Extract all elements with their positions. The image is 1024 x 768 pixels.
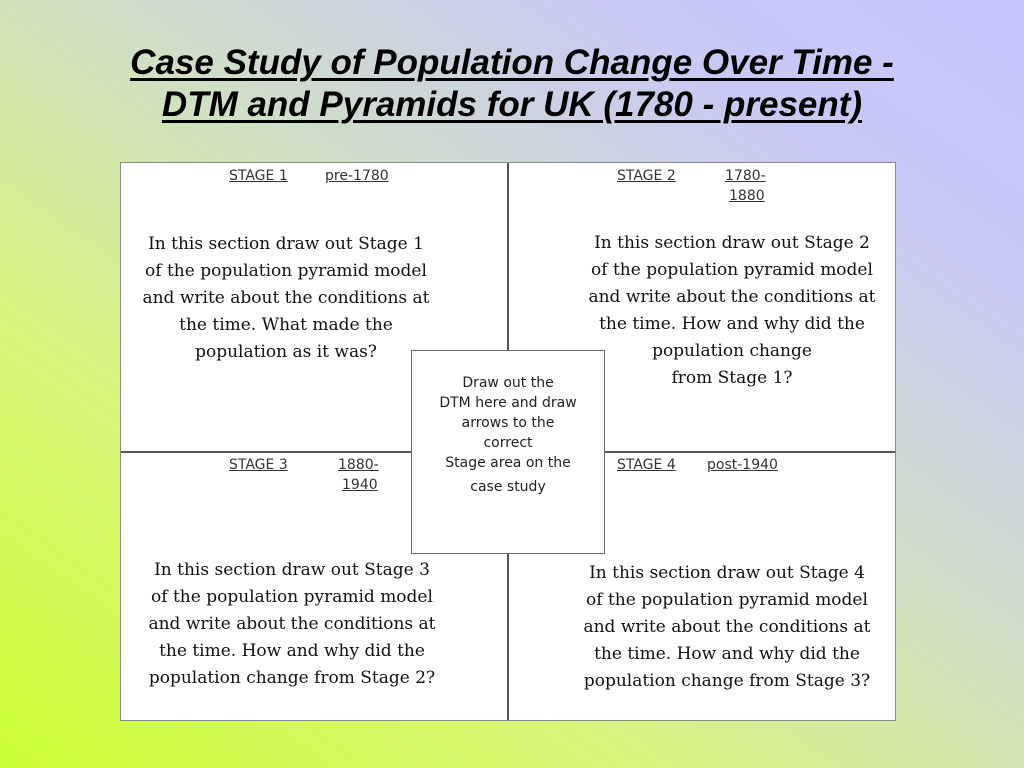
stage-1-instructions	[121, 231, 451, 366]
stage-2-period-line-1: 1780-	[725, 168, 766, 184]
slide-title-line-1: Case Study of Population Change Over Time -	[130, 43, 894, 82]
stage-2-text-line: the time. How and why did the	[599, 314, 865, 334]
dtm-box-text-line: arrows to the	[461, 415, 555, 431]
stage-1-text-line: the time. What made the	[179, 315, 393, 335]
stage-3-period-line-1: 1880-	[338, 457, 379, 473]
stage-1-period: pre-1780	[325, 168, 389, 184]
dtm-box-text-line: case study	[470, 479, 546, 495]
stage-4-header	[617, 455, 837, 475]
stage-2-text-line: of the population pyramid model	[591, 260, 873, 280]
stage-4-instructions	[562, 560, 892, 695]
dtm-box-text-line: Stage area on the	[445, 455, 571, 471]
stage-4-period: post-1940	[707, 457, 778, 473]
stage-3-text-line: In this section draw out Stage 3	[154, 560, 430, 580]
stage-1-text-line: In this section draw out Stage 1	[148, 234, 424, 254]
case-study-worksheet	[120, 162, 896, 721]
stage-2-text-line: In this section draw out Stage 2	[594, 233, 870, 253]
stage-2-period-line-2: 1880	[729, 188, 765, 204]
stage-1-text-line: population as it was?	[195, 342, 377, 362]
dtm-box-text-line: correct	[483, 435, 533, 451]
stage-3-text-line: of the population pyramid model	[151, 587, 433, 607]
stage-3-text-line: the time. How and why did the	[159, 641, 425, 661]
stage-2-text-line: from Stage 1?	[671, 368, 793, 388]
stage-2-header	[617, 166, 817, 208]
stage-1-label: STAGE 1	[229, 168, 288, 184]
stage-4-text-line: population change from Stage 3?	[583, 671, 871, 691]
stage-2-label: STAGE 2	[617, 168, 676, 184]
stage-4-label: STAGE 4	[617, 457, 676, 473]
stage-2-instructions	[567, 230, 897, 392]
stage-1-text-line: of the population pyramid model	[145, 261, 427, 281]
stage-4-text-line: In this section draw out Stage 4	[589, 563, 865, 583]
dtm-box-text-line: Draw out the	[462, 375, 554, 391]
stage-3-instructions	[127, 557, 457, 692]
dtm-drawing-box	[411, 350, 605, 554]
slide-title	[40, 42, 984, 126]
stage-4-text-line: and write about the conditions at	[583, 617, 871, 637]
stage-4-text-line: of the population pyramid model	[586, 590, 868, 610]
stage-2-text-line: population change	[652, 341, 812, 361]
dtm-box-text-line: DTM here and draw	[439, 395, 577, 411]
stage-1-text-line: and write about the conditions at	[142, 288, 430, 308]
stage-3-header	[229, 455, 429, 497]
stage-4-text-line: the time. How and why did the	[594, 644, 860, 664]
stage-2-text-line: and write about the conditions at	[588, 287, 876, 307]
stage-3-text-line: and write about the conditions at	[148, 614, 436, 634]
stage-3-period-line-2: 1940	[342, 477, 378, 493]
stage-3-label: STAGE 3	[229, 457, 288, 473]
slide-title-line-2: DTM and Pyramids for UK (1780 - present)	[161, 85, 863, 124]
stage-3-text-line: population change from Stage 2?	[148, 668, 436, 688]
stage-1-header	[229, 166, 429, 186]
